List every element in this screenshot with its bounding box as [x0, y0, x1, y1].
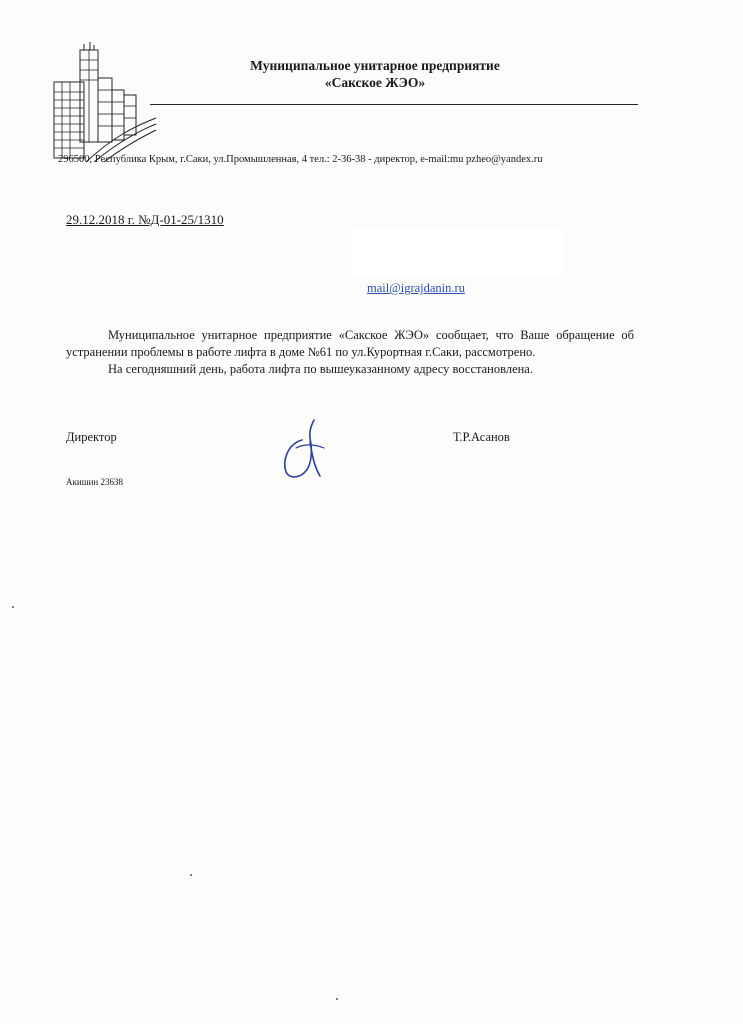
organization-address: 296500, Республика Крым, г.Саки, ул.Промышленная, 4 тел.: 2-36-38 - директор, e-mail:mu pzheo@yandex.ru — [58, 154, 543, 165]
building-logo-icon — [50, 40, 158, 162]
header-divider — [150, 104, 638, 105]
recipient-email-link[interactable]: mail@igrajdanin.ru — [367, 281, 465, 295]
scan-speck — [190, 874, 192, 876]
signatory-name: Т.Р.Асанов — [453, 430, 510, 444]
org-name-line1: Муниципальное унитарное предприятие — [250, 58, 500, 73]
executor-note: Акишин 23638 — [66, 477, 124, 487]
handwritten-signature-icon — [280, 418, 332, 482]
body-paragraph-2: На сегодняшний день, работа лифта по вышеуказанному адресу восстановлена. — [108, 362, 533, 376]
letter-reference: 29.12.2018 г. №Д-01-25/1310 — [66, 212, 224, 227]
body-paragraph-1: Муниципальное унитарное предприятие «Сакское ЖЭО» сообщает, что Ваше обращение об устранении проблемы в работе лифта в доме №61 по ул.Курортная г.Саки, рассмотрено. — [66, 328, 634, 359]
letter-body — [66, 327, 634, 378]
organization-name — [200, 57, 550, 91]
org-name-line2: «Сакское ЖЭО» — [324, 75, 426, 90]
scan-speck — [12, 606, 14, 608]
signatory-title: Директор — [66, 430, 117, 444]
redacted-recipient — [352, 228, 562, 278]
scan-speck — [336, 998, 338, 1000]
